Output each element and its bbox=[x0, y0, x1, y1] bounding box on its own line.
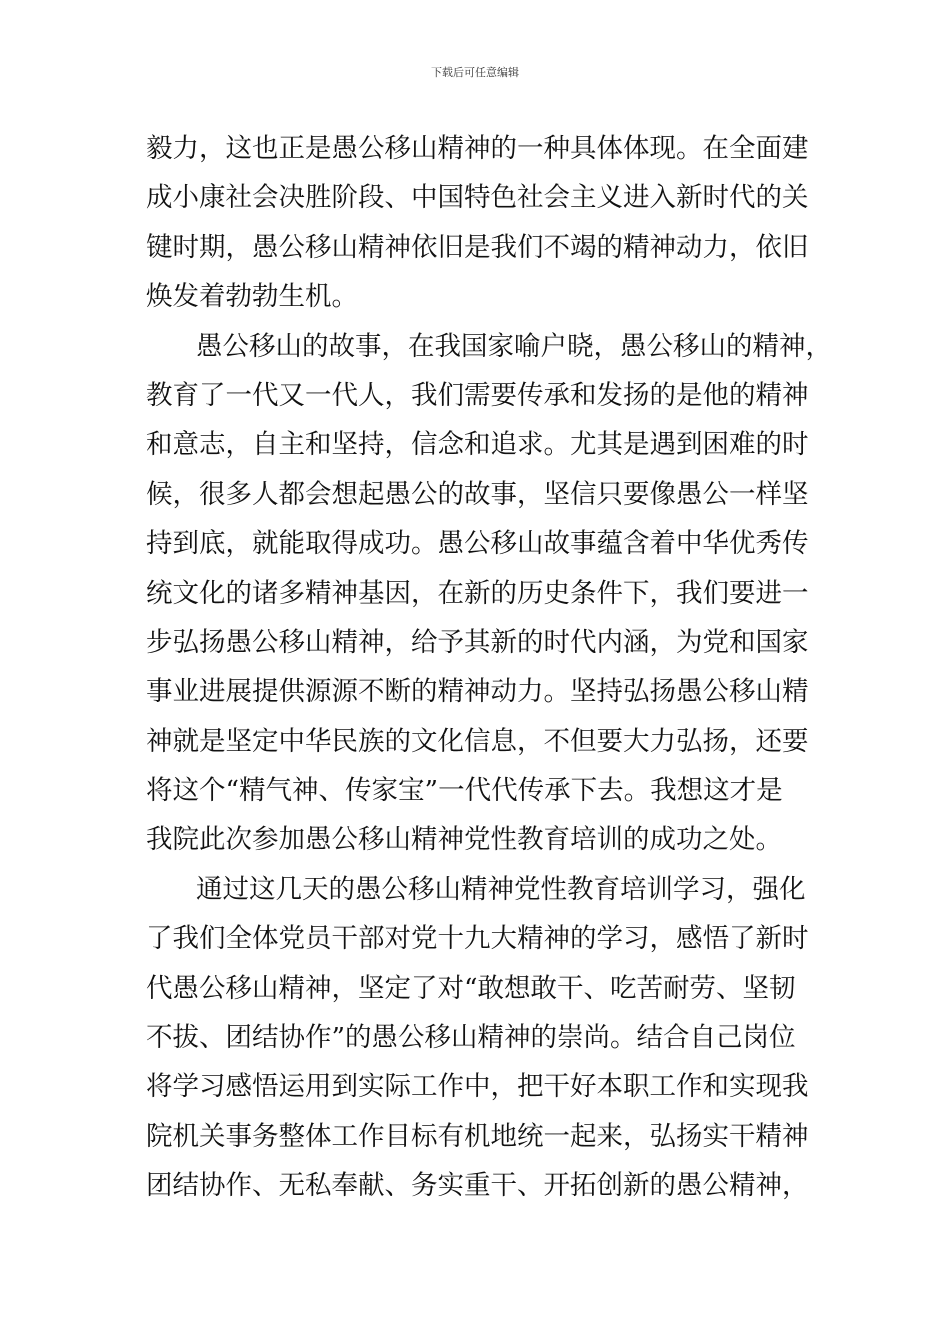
text-line: 步弘扬愚公移山精神，给予其新的时代内涵，为党和国家 bbox=[146, 626, 809, 658]
text-line: 键时期，愚公移山精神依旧是我们不竭的精神动力，依旧 bbox=[146, 231, 809, 263]
text-line: 和意志，自主和坚持，信念和追求。尤其是遇到困难的时 bbox=[146, 429, 809, 461]
text-line: 神就是坚定中华民族的文化信息，不但要大力弘扬，还要 bbox=[146, 725, 809, 757]
text-line: 不拔、团结协作”的愚公移山精神的崇尚。结合自己岗位 bbox=[146, 1022, 796, 1054]
paragraph-start-line: 通过这几天的愚公移山精神党性教育培训学习，强化 bbox=[196, 873, 806, 905]
text-line: 将这个“精气神、传家宝”一代代传承下去。我想这才是 bbox=[146, 775, 783, 807]
text-line: 团结协作、无私奉献、务实重干、开拓创新的愚公精神， bbox=[146, 1170, 809, 1202]
text-line: 统文化的诸多精神基因，在新的历史条件下，我们要进一 bbox=[146, 577, 809, 609]
text-line: 代愚公移山精神，坚定了对“敢想敢干、吃苦耐劳、坚韧 bbox=[146, 972, 796, 1004]
text-line: 毅力，这也正是愚公移山精神的一种具体体现。在全面建 bbox=[146, 133, 809, 164]
text-line: 了我们全体党员干部对党十九大精神的学习，感悟了新时 bbox=[146, 923, 809, 955]
document-body bbox=[146, 124, 832, 1211]
text-line: 成小康社会决胜阶段、中国特色社会主义进入新时代的关 bbox=[146, 182, 809, 214]
text-line: 我院此次参加愚公移山精神党性教育培训的成功之处。 bbox=[146, 824, 782, 856]
text-line: 持到底，就能取得成功。愚公移山故事蕴含着中华优秀传 bbox=[146, 528, 809, 560]
text-line: 焕发着勃勃生机。 bbox=[146, 281, 358, 313]
paragraph-start-line: 愚公移山的故事，在我国家喻户晓，愚公移山的精神， bbox=[196, 330, 832, 362]
text-line: 教育了一代又一代人，我们需要传承和发扬的是他的精神 bbox=[146, 379, 809, 411]
text-line: 候，很多人都会想起愚公的故事，坚信只要像愚公一样坚 bbox=[146, 478, 809, 510]
text-line: 院机关事务整体工作目标有机地统一起来，弘扬实干精神 bbox=[146, 1120, 809, 1152]
text-line: 将学习感悟运用到实际工作中，把干好本职工作和实现我 bbox=[146, 1071, 809, 1103]
page-header: 下载后可任意编辑 bbox=[431, 66, 519, 79]
text-line: 事业进展提供源源不断的精神动力。坚持弘扬愚公移山精 bbox=[146, 676, 809, 708]
